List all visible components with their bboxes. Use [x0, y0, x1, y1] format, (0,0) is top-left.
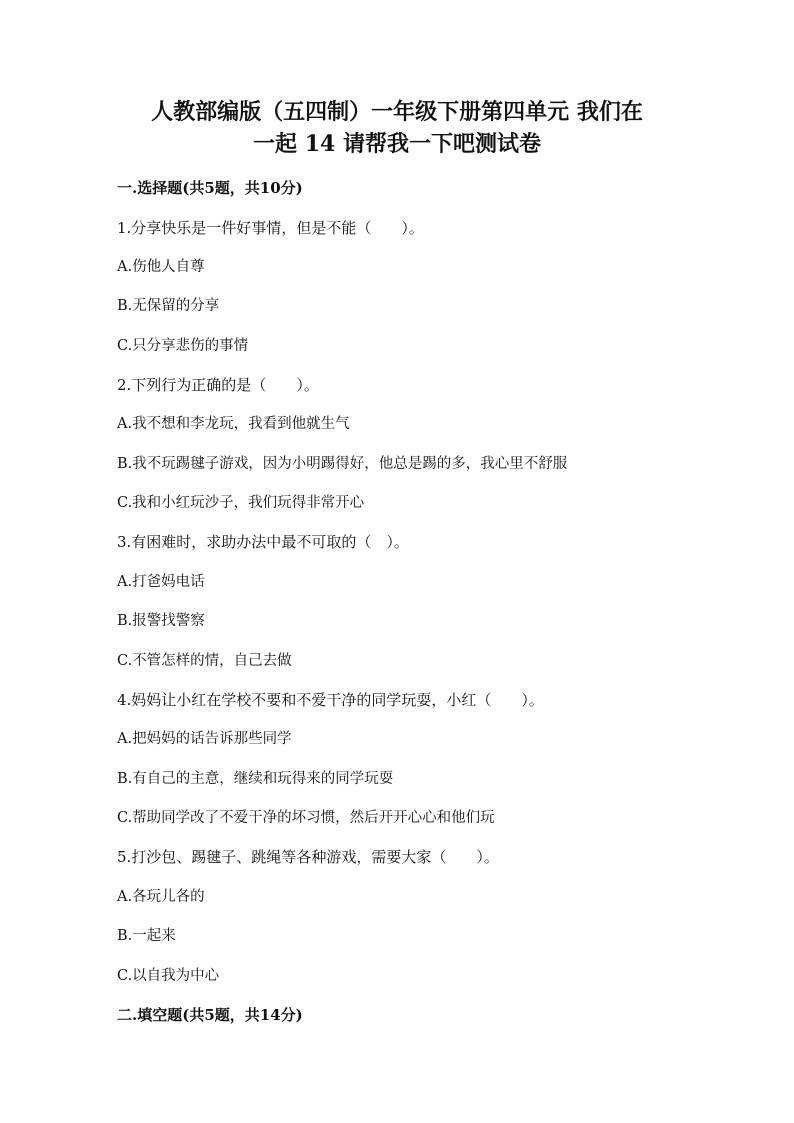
question-2-option-b: B.我不玩踢毽子游戏，因为小明踢得好，他总是踢的多，我心里不舒服	[117, 456, 568, 472]
question-1: 1.分享快乐是一件好事情，但是不能（ ）。	[117, 219, 424, 237]
question-3-option-c: C.不管怎样的情，自己去做	[117, 653, 292, 669]
question-1-option-a: A.伤他人自尊	[117, 259, 205, 275]
question-3-option-b: B.报警找警察	[117, 613, 205, 629]
question-4-option-b: B.有自己的主意，继续和玩得来的同学玩耍	[117, 771, 394, 787]
document-title-line-2: 一起 14 请帮我一下吧测试卷	[253, 131, 541, 157]
question-1-option-b: B.无保留的分享	[117, 298, 220, 314]
section-heading-fill-in: 二.填空题(共5题，共14分)	[117, 1006, 303, 1024]
question-2: 2.下列行为正确的是（ ）。	[117, 376, 319, 394]
question-2-option-a: A.我不想和李龙玩，我看到他就生气	[117, 416, 350, 432]
question-4-option-c: C.帮助同学改了不爱干净的坏习惯，然后开开心心和他们玩	[117, 810, 495, 826]
question-4: 4.妈妈让小红在学校不要和不爱干净的同学玩耍，小红（ ）。	[117, 691, 544, 709]
question-4-option-a: A.把妈妈的话告诉那些同学	[117, 731, 292, 747]
question-1-option-c: C.只分享悲伤的事情	[117, 338, 249, 354]
question-5: 5.打沙包、踢毽子、跳绳等各种游戏，需要大家（ ）。	[117, 848, 499, 866]
question-5-option-c: C.以自我为中心	[117, 968, 220, 984]
question-3: 3.有困难时，求助办法中最不可取的（ ）。	[117, 533, 409, 551]
question-2-option-c: C.我和小红玩沙子，我们玩得非常开心	[117, 495, 365, 511]
document-title-line-1: 人教部编版（五四制）一年级下册第四单元 我们在	[151, 99, 643, 125]
question-5-option-a: A.各玩儿各的	[117, 889, 205, 905]
question-5-option-b: B.一起来	[117, 928, 176, 944]
section-heading-choice: 一.选择题(共5题，共10分)	[117, 179, 303, 197]
question-3-option-a: A.打爸妈电话	[117, 574, 205, 590]
